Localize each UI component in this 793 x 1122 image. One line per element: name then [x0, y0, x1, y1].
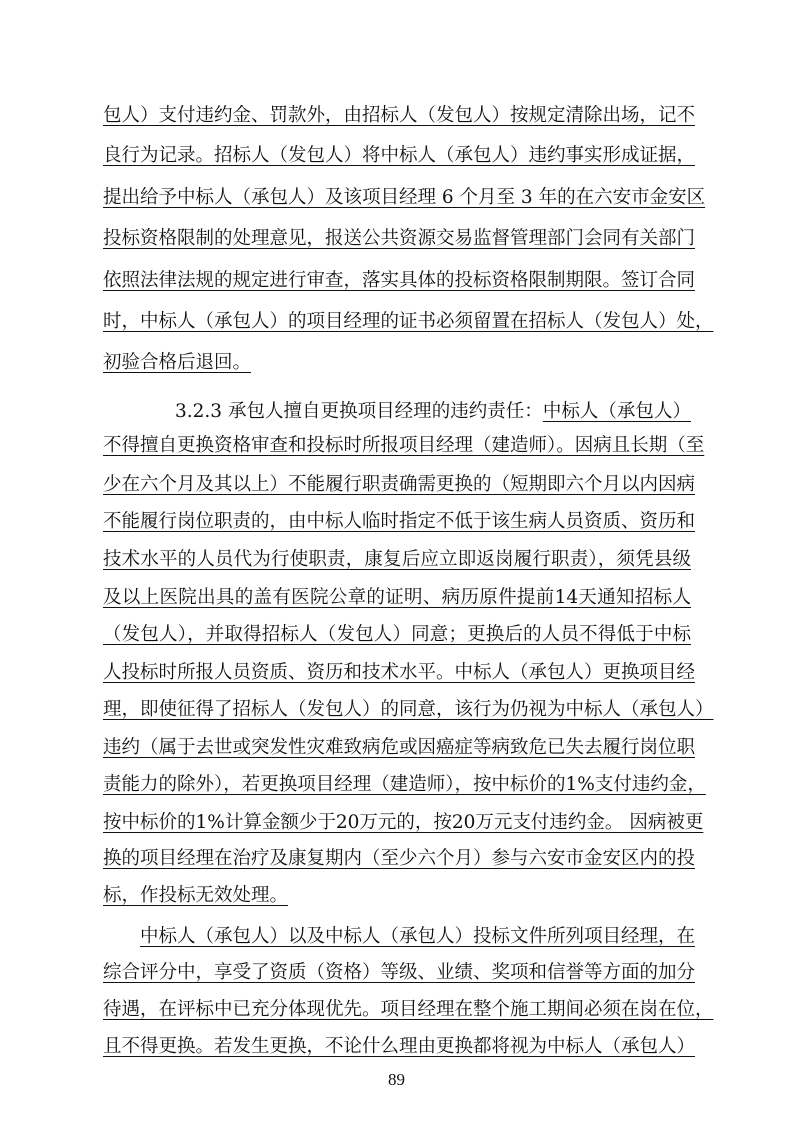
p1-line-5: 依照法律法规的规定进行审查，落实具体的投标资格限制期限。签订合同: [103, 270, 696, 291]
p2-line-8: 理，即使征得了招标人（发包人）的同意，该行为仍视为中标人（承包人）: [103, 699, 714, 720]
p1-line-1: 包人）支付违约金、罚款外，由招标人（发包人）按规定清除出场，记不: [103, 105, 696, 126]
p2-line-4: 技术水平的人员代为行使职责，康复后应立即返岗履行职责），须凭县级: [103, 549, 691, 570]
p1-line-2: 良行为记录。招标人（发包人）将中标人（承包人）违约事实形成证据，: [103, 145, 696, 166]
p1-line-7: 初验合格后退回。: [103, 352, 252, 373]
p3-line-4: 且不得更换。若发生更换，不论什么理由更换都将视为中标人（承包人）: [103, 1036, 696, 1057]
p2-line-1: 不得擅自更换资格审查和投标时所报项目经理（建造师）。因病且长期（至: [103, 435, 705, 456]
p2-line-3: 不能履行岗位职责的，由中标人临时指定不低于该生病人员资质、资历和: [103, 511, 696, 532]
section-3-2-3-heading: [175, 394, 691, 430]
p2-line-11: 按中标价的1%计算金额少于20万元的，按20万元支付违约金。 因病被更: [103, 812, 704, 833]
p2-line-9: 违约（属于去世或突发性灾难致病危或因癌症等病致危已失去履行岗位职: [103, 737, 696, 758]
p3-line-3: 待遇，在评标中已充分体现优先。项目经理在整个施工期间必须在岗在位，: [103, 999, 714, 1020]
p1-line-6: 时，中标人（承包人）的项目经理的证书必须留置在招标人（发包人）处，: [103, 311, 714, 332]
p3-line-2: 综合评分中，享受了资质（资格）等级、业绩、奖项和信誉等方面的加分: [103, 962, 696, 983]
p2-line-10: 责能力的除外），若更换项目经理（建造师），按中标价的1%支付违约金，: [103, 774, 706, 795]
p2-line-5: 及以上医院出具的盖有医院公章的证明、病历原件提前14天通知招标人: [103, 587, 691, 608]
p2-line-13: 标，作投标无效处理。: [103, 885, 289, 906]
p3-line-1: 中标人（承包人）以及中标人（承包人）投标文件所列项目经理，在: [140, 926, 696, 947]
heading-prefix: 3.2.3 承包人擅自更换项目经理的违约责任：: [175, 401, 543, 422]
p2-line-12: 换的项目经理在治疗及康复期内（至少六个月）参与六安市金安区内的投: [103, 848, 696, 869]
heading-underlined-tail: 中标人（承包人）: [542, 401, 691, 422]
p2-line-6: （发包人），并取得招标人（发包人）同意；更换后的人员不得低于中标: [103, 624, 691, 645]
p2-line-2: 少在六个月及其以上）不能履行职责确需更换的（短期即六个月以内因病: [103, 474, 696, 495]
p2-line-7: 人投标时所报人员资质、资历和技术水平。中标人（承包人）更换项目经: [103, 662, 696, 683]
p1-line-3: 提出给予中标人（承包人）及该项目经理 6 个月至 3 年的在六安市金安区: [103, 187, 706, 208]
p1-line-4: 投标资格限制的处理意见，报送公共资源交易监督管理部门会同有关部门: [103, 228, 696, 249]
page-number: 89: [388, 1070, 405, 1089]
